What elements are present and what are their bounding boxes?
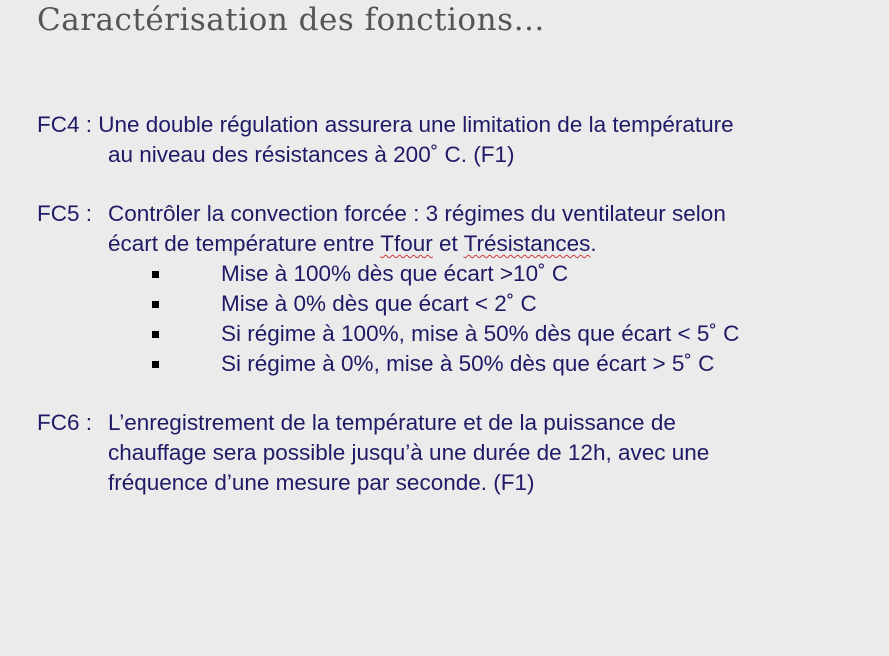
square-bullet-icon — [152, 271, 159, 278]
fc6-text-3: fréquence d’une mesure par seconde. (F1) — [108, 470, 535, 495]
spacer — [37, 170, 857, 199]
spacer — [37, 379, 857, 408]
bullet-text: Si régime à 0%, mise à 50% dès que écart > 5˚ C — [221, 351, 715, 376]
fc5-text-2-prefix: écart de température entre — [108, 231, 381, 256]
fc5-word-tfour: Tfour — [380, 231, 433, 256]
slide-title: Caractérisation des fonctions… — [37, 2, 545, 38]
fc4-line-2 — [37, 140, 857, 170]
fc5-text-2-suffix: . — [590, 231, 597, 256]
fc6-label: FC6 : — [37, 410, 93, 435]
bullet-text: Si régime à 100%, mise à 50% dès que écart < 5˚ C — [221, 321, 740, 346]
fc4-text-1: Une double régulation assurera une limitation de la température — [98, 112, 734, 137]
fc4-text-2: au niveau des résistances à 200˚ C. (F1) — [108, 142, 515, 167]
fc5-text-2-mid: et — [432, 231, 464, 256]
fc6-line-3 — [37, 468, 857, 498]
fc4-line-1 — [37, 110, 857, 140]
fc5-text-1: Contrôler la convection forcée : 3 régimes du ventilateur selon — [108, 201, 726, 226]
fc6-text-2: chauffage sera possible jusqu’à une durée de 12h, avec une — [108, 440, 710, 465]
bullet-text: Mise à 100% dès que écart >10˚ C — [221, 261, 569, 286]
list-item — [37, 349, 857, 379]
square-bullet-icon — [152, 331, 159, 338]
bullet-text: Mise à 0% dès que écart < 2˚ C — [221, 291, 537, 316]
list-item — [37, 319, 857, 349]
fc4-label: FC4 : — [37, 112, 93, 137]
fc6-line-1 — [37, 408, 857, 438]
square-bullet-icon — [152, 361, 159, 368]
fc6-text-1: L’enregistrement de la température et de la puissance de — [108, 410, 676, 435]
list-item — [37, 289, 857, 319]
fc5-line-1 — [37, 199, 857, 229]
square-bullet-icon — [152, 301, 159, 308]
fc5-line-2 — [37, 229, 857, 259]
slide-body — [37, 110, 857, 498]
fc5-label: FC5 : — [37, 201, 93, 226]
fc5-word-tresistances: Trésistances — [463, 231, 591, 256]
fc6-line-2 — [37, 438, 857, 468]
list-item — [37, 259, 857, 289]
